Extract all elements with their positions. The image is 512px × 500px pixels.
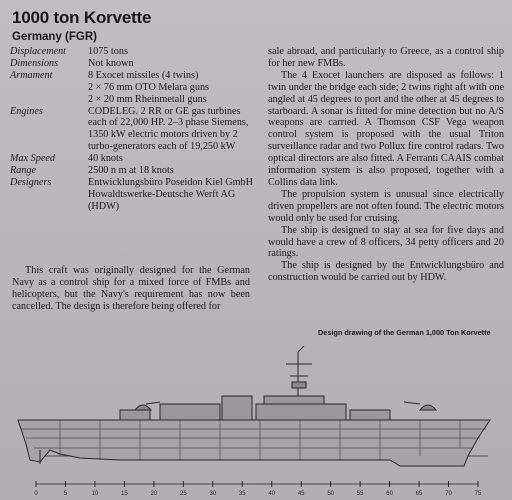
scale-label: 65 <box>415 491 423 497</box>
spec-label: Displacement <box>10 46 67 57</box>
spec-row <box>10 177 255 213</box>
spec-value: 1075 tons <box>88 46 128 57</box>
spec-row <box>10 58 255 70</box>
scale-label: 0 <box>34 491 38 497</box>
spec-row <box>10 70 255 106</box>
continued-paragraph: sale abroad, and particularly to Greece, as a control ship for her new FMBs. <box>268 46 504 69</box>
scale-label: 5 <box>63 491 68 497</box>
spec-values <box>88 153 255 165</box>
scale-label: 50 <box>327 491 335 497</box>
spec-label: Designers <box>10 176 52 188</box>
scale-label: 15 <box>121 491 128 497</box>
body-paragraph: This craft was originally designed for the German Navy as a control ship for a mixed force of FMBs and helicopters, but the Navy's requirement has now been cancelled. The design is therefore being offered for <box>12 265 250 312</box>
page-title: 1000 ton Korvette <box>12 8 152 27</box>
scale-label: 10 <box>91 491 99 497</box>
body-paragraph: The ship is designed to stay at sea for five days and would have a crew of 8 officers, 34 petty officers and 20 ratings. <box>268 224 504 260</box>
ship-design-drawing <box>0 338 512 500</box>
figure-caption: Design drawing of the German 1,000 Ton Korvette <box>318 328 491 337</box>
body-paragraph: The ship is designed by the Entwicklungsbüro and construction would be carried out by HDW. <box>268 260 504 284</box>
spec-values <box>88 46 255 58</box>
spec-label: Engines <box>10 105 43 117</box>
spec-label: Range <box>10 165 37 177</box>
scale-label: 40 <box>268 491 276 497</box>
body-paragraph: The propulsion system is unusual since electrically driven propellers are not often found. The electric motors would only be used for cruising. <box>268 188 504 224</box>
spec-value: Entwicklungsbüro Poseidon Kiel GmbH <box>88 176 253 188</box>
scale-label: 25 <box>179 491 187 497</box>
spec-value: CODELEG. 2 RR or GE gas turbines each of 22,000 HP. 2–3 phase Siemens, 1350 kW electric motors driven by 2 turbo-generators each of 19,250 kW <box>88 105 249 153</box>
spec-row <box>10 106 255 154</box>
spec-values <box>88 70 255 106</box>
scale-label: 70 <box>445 491 452 497</box>
scale-label: 20 <box>150 491 158 497</box>
spec-value: 2 × 76 mm OTO Melara guns <box>88 81 210 93</box>
ship-outline <box>18 346 490 487</box>
scale-label: 30 <box>209 491 217 497</box>
spec-value: 8 Exocet missiles (4 twins) <box>88 69 199 81</box>
spec-label: Armament <box>10 69 53 81</box>
spec-value: 2 × 20 mm Rheinmetall guns <box>88 93 207 105</box>
scale-label: 55 <box>356 491 364 497</box>
scale-label: 60 <box>386 491 393 497</box>
spec-value: Howaldtswerke-Deutsche Werft AG (HDW) <box>88 188 236 212</box>
left-column-text <box>12 265 250 313</box>
spec-values <box>88 165 255 177</box>
scale-label: 75 <box>474 491 482 497</box>
spec-value: Not known <box>88 57 134 69</box>
spec-values <box>88 106 255 154</box>
spec-value: 2500 n m at 18 knots <box>88 165 174 177</box>
spec-values <box>88 58 255 70</box>
spec-label: Max Speed <box>10 153 55 165</box>
spec-label: Dimensions <box>10 57 59 69</box>
country-subtitle: Germany (FGR) <box>12 31 97 43</box>
scale-label: 35 <box>238 491 246 497</box>
spec-table <box>10 46 255 213</box>
spec-value: 40 knots <box>88 153 123 165</box>
right-column-text <box>268 46 504 284</box>
scale-label: 45 <box>297 491 305 497</box>
body-paragraph: The 4 Exocet launchers are disposed as follows: 1 twin under the bridge each side; 2 twins right aft with one angled at 45 degrees to port and the other at 45 degrees to starboard. A sonar is fitted for mine detection but no A/S weapons are carried. A Thomson CSF Vega weapon control system is proposed with the usual Triton surveillance radar and two Pollux fire control radars. Two optical directors are also fitted. A Ferranti CAAIS combat information system is also proposed, together with a Collins data link. <box>268 69 504 188</box>
spec-values <box>88 177 255 213</box>
spec-row <box>10 46 255 58</box>
spec-row <box>10 165 255 177</box>
spec-row <box>10 153 255 165</box>
